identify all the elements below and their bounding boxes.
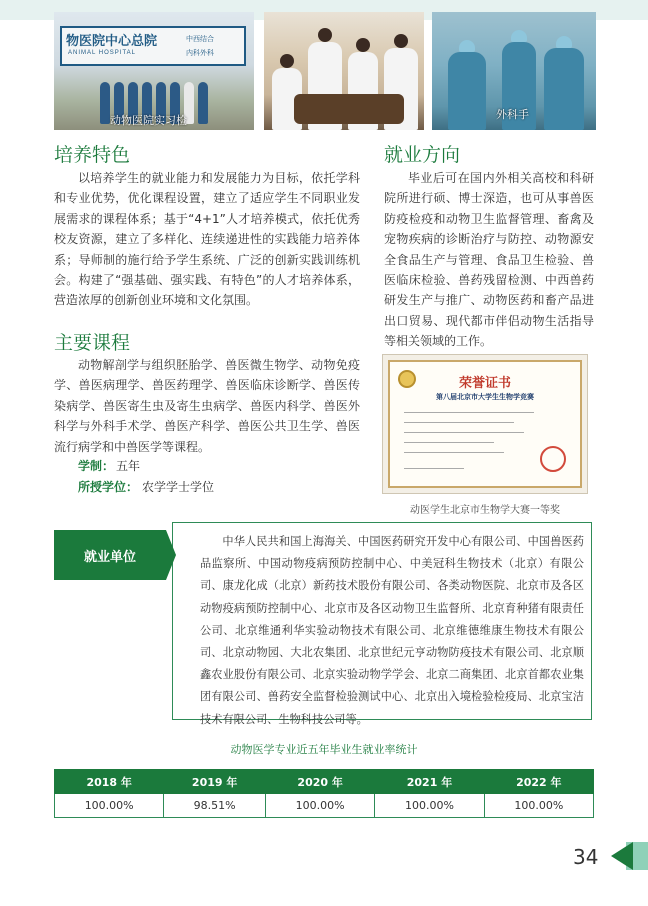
certificate-text-line (404, 442, 494, 443)
certificate-inner (388, 360, 582, 488)
specimen-table (294, 94, 404, 124)
student-head (318, 28, 332, 42)
table-header-cell: 2020 年 (265, 770, 374, 794)
photo-students-lab (264, 12, 424, 130)
table-cell: 100.00% (55, 794, 164, 818)
hospital-sign (60, 26, 246, 66)
table-header-cell: 2022 年 (484, 770, 593, 794)
table-cell: 100.00% (484, 794, 593, 818)
degree-label: 所授学位： (78, 480, 139, 494)
table-cell: 98.51% (164, 794, 266, 818)
hospital-sign-right-1: 中西结合 (186, 35, 214, 43)
honor-certificate (382, 354, 588, 494)
photo-animal-hospital-group (54, 12, 254, 130)
surgeon-figure (544, 48, 584, 130)
courses-paragraph: 动物解剖学与组织胚胎学、兽医微生物学、动物免疫学、兽医病理学、兽医药理学、兽医临床诊断学、兽医传染病学、兽医寄生虫及寄生虫病学、兽医内科学、兽医外科学与外科手术学、兽医产科学、兽医公共卫生学、兽医流行病学和中兽医学等课程。 (54, 358, 360, 454)
table-cell: 100.00% (375, 794, 484, 818)
photo-surgery (432, 12, 596, 130)
hospital-sign-right-2: 内科外科 (186, 49, 214, 57)
person-figure (198, 82, 208, 124)
certificate-subtitle: 第八届北京市大学生生物学竞赛 (436, 393, 534, 401)
table-header-cell: 2018 年 (55, 770, 164, 794)
page-arrow-icon (611, 842, 633, 870)
certificate-text-line (404, 422, 514, 423)
photo1-caption: 动物医院实习检 (110, 114, 187, 127)
student-head (280, 54, 294, 68)
duration-value: 五年 (116, 459, 141, 473)
duration-label: 学制： (78, 459, 115, 473)
degree-value: 农学学士学位 (142, 480, 215, 494)
courses-heading: 主要课程 (54, 332, 131, 354)
table-header-cell: 2021 年 (375, 770, 484, 794)
student-head (394, 34, 408, 48)
page-number: 34 (573, 845, 599, 869)
table-row (55, 794, 594, 818)
hospital-sign-main: 物医院中心总院 (66, 34, 158, 49)
person-figure (100, 82, 110, 124)
career-heading: 就业方向 (384, 144, 461, 166)
certificate-text-line (404, 452, 504, 453)
employers-label-bar (54, 530, 166, 580)
table-header-row (55, 770, 594, 794)
surgeon-cap (459, 40, 475, 52)
table-header-cell: 2019 年 (164, 770, 266, 794)
certificate-caption: 动医学生北京市生物学大赛一等奖 (410, 505, 560, 516)
employment-rate-table (54, 769, 594, 818)
certificate-title: 荣誉证书 (458, 376, 511, 391)
training-paragraph: 以培养学生的就业能力和发展能力为目标，依托学科和专业优势，优化课程设置，建立了适应学生不同职业发展需求的课程体系；基于“4+1”人才培养模式，依托优秀校友资源，建立了多样化、连续递进性的实践能力培养体系；导师制的施行给予学生系统、广泛的创新实践训练机会。构建了“强基础、强实践、有特色”的人才培养体系，营造浓厚的创新创业环境和文化氛围。 (54, 171, 360, 308)
surgeon-figure (448, 52, 486, 130)
surgeon-cap (511, 30, 527, 42)
table-cell: 100.00% (265, 794, 374, 818)
surgeon-cap (556, 36, 572, 48)
certificate-seal-icon (540, 446, 566, 472)
hospital-sign-sub: ANIMAL HOSPITAL (68, 50, 137, 56)
certificate-text-line (404, 412, 534, 413)
career-paragraph: 毕业后可在国内外相关高校和科研院所进行硕、博士深造，也可从事兽医防疫检疫和动物卫生监督管理、畜禽及宠物疾病的诊断治疗与防控、动物源安全食品生产与管理、食品卫生检验、兽医临床检验、兽药残留检测、中西兽药研发生产与推广、动物医药和畜产品进出口贸易、现代都市伴侣动物生活指导等相关领域的工作。 (384, 171, 594, 349)
stats-title: 动物医学专业近五年毕业生就业率统计 (230, 743, 418, 756)
employers-text: 中华人民共和国上海海关、中国医药研究开发中心有限公司、中国兽医药品监察所、中国动物疫病预防控制中心、中美冠科生物技术（北京）有限公司、康龙化成（北京）新药技术股份有限公司、各类动物医院、北京市及各区动物疫病预防控制中心、北京市及各区动物卫生监督所、北京育种猪有限责任公司、北京维通利华实验动物技术有限公司、北京维德维康生物技术有限公司、北京动物园、大北农集团、北京世纪元亨动物防疫技术有限公司、北京顺鑫农业股份有限公司、北京实验动物学学会、北京二商集团、北京首都农业集团有限公司、兽药安全监督检验测试中心、北京出入境检验检疫局、北京宝洁技术有限公司、生物科技公司等。 (200, 535, 584, 726)
employers-label: 就业单位 (83, 550, 136, 565)
certificate-text-line (404, 468, 464, 469)
training-heading: 培养特色 (54, 144, 131, 166)
certificate-text-line (404, 432, 524, 433)
photo3-caption: 外科手 (496, 108, 529, 121)
student-head (356, 38, 370, 52)
